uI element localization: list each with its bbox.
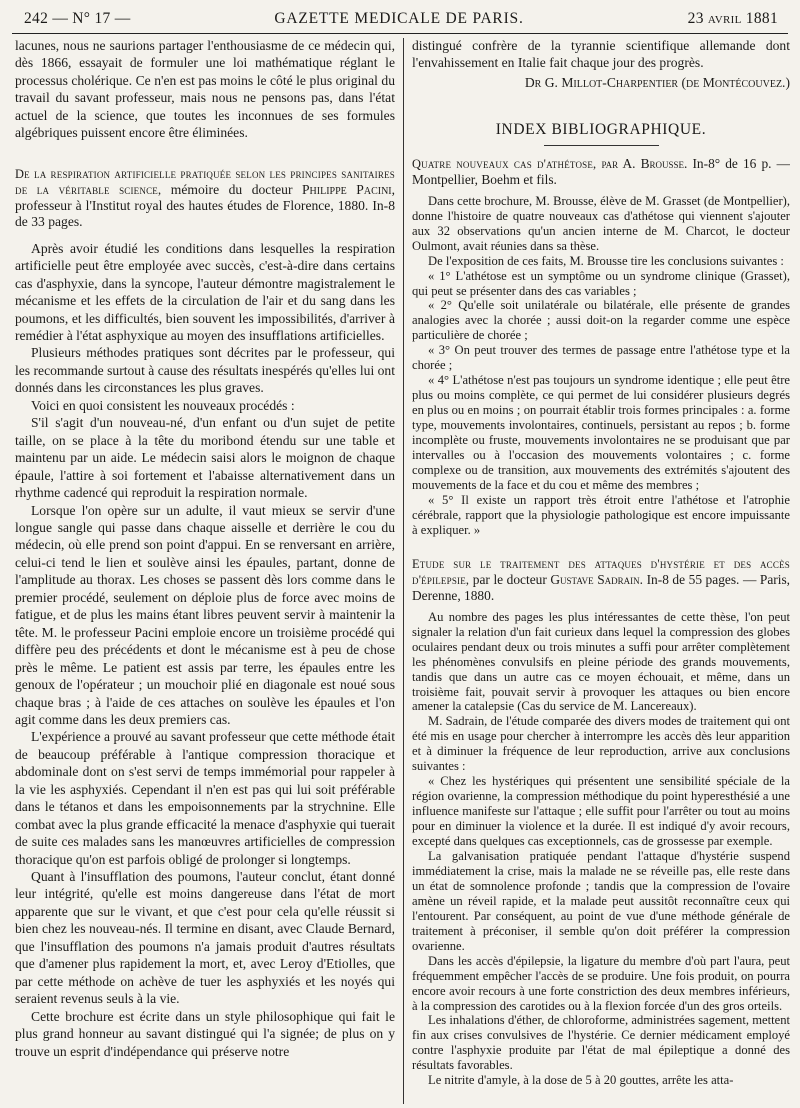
column-divider (403, 38, 404, 1104)
article-author-name: Philippe Pacini, (302, 181, 395, 197)
article-heading (15, 166, 395, 230)
review-paragraph: « 1° L'athétose est un symptôme ou un syndrome clinique (Grasset), qui peut se présenter dans des cas variables ; (412, 268, 790, 298)
continuation-paragraph: distingué confrère de la tyrannie scientifique allemande dont l'envahissement en Italie fait chaque jour des progrès. (412, 38, 790, 71)
review-paragraph: « Chez les hystériques qui présentent une sensibilité spéciale de la région ovarienne, la compression méthodique du point hyperesthésié a une influence manifeste sur l'attaque ; elle suffit pour l'arrêter ou tout au moins pour en diminuer la violence et la durée. Il est indiqué d'y avoir recours, excepté dans quelques cas exceptionnels, cas de grossesse par exemple. (412, 774, 790, 849)
review-paragraph: De l'exposition de ces faits, M. Brousse tire les conclusions suivantes : (428, 253, 784, 268)
article-paragraph: Quant à l'insufflation des poumons, l'auteur conclut, étant donné leur intégrité, qu'elle est moins dangereuse dans l'état de mort apparente que sur le vivant, et que c'est pour cela qu'elle réussit si bien chez les nouveau-nés. Il termine en disant, avec Claude Bernard, que l'insufflation des poumons n'a jamais produit d'autres résultats que d'amener plus rapidement la mort, et, avec Leroy d'Etiolles, que par cette méthode on achève de tuer les asphyxiés et les noyés qui seraient revenus seuls à la vie. (15, 869, 395, 1007)
left-column (15, 37, 395, 1107)
article-paragraph: S'il s'agit d'un nouveau-né, d'un enfant ou d'un sujet de petite taille, on se place à la tête du moribond étendu sur une table et maintenu par un aide. Le médecin saisi alors le moignon de chaque épaule, l'attire à soi fortement et l'abaisse alternativement dans un rhythme cadencé qui reproduit la respiration normale. (15, 415, 395, 501)
review-heading-title: Quatre nouveaux cas d'athétose, (412, 156, 597, 171)
review-paragraph: Dans les accès d'épilepsie, la ligature du membre d'où part l'aura, peut fréquemment empêcher l'accès de se produire. Une fois produit, on pourra encore avoir recours à une forte constriction des deux membres inférieurs, à la compression des carotides ou à la flexion forcée d'un des gros orteils. (412, 953, 790, 1013)
article-heading-author: mémoire du docteur (170, 181, 293, 197)
article-paragraph: Cette brochure est écrite dans un style philosophique qui fait le plus grand honneur au savant distingué qui l'a signée; de plus on y trouve un esprit d'indépendance qui préserve notre (15, 1008, 395, 1059)
signature-text: Dr G. Millot-Charpentier (de Montécouvez.) (524, 74, 790, 90)
review-paragraph: La galvanisation pratiquée pendant l'attaque d'hystérie suspend immédiatement la crise, mais la malade ne se réveille pas, elle reste dans un état de somnolence profonde ; tandis que la compression de l'ovaire amène un réveil rapide, et la malade peut aussitôt reconnaître ceux qui l'entourent. Par conséquent, au point de vue d'une méthode générale de traitement à préconiser, il semble qu'on doit préférer la compression ovarienne. (412, 848, 790, 953)
review-heading-rest: In-8° de 16 p. — Montpellier, Boehm et fils. (412, 155, 790, 187)
journal-title: GAZETTE MEDICALE DE PARIS. (274, 10, 524, 27)
review-paragraph: « 4° L'athétose n'est pas toujours un syndrome identique ; elle peut être plus ou moins complète, ce qui permet de lui considérer plusieurs degrés en plus ou en moins ; on pourrait établir trois formes principales : a. forme type, mouvements involontaires, continuels, persistant au repos ; b. forme incomplète ou fruste, mouvements involontaires ne se produisant que par intervalles ou à l'occasion des mouvements volontaires ; c. forme complexe ou de transition, aux mouvements des extrémités s'ajoutent des mouvements de la face et du cou et même des membres ; (412, 373, 790, 492)
page-header (10, 4, 788, 34)
review-paragraph: « 2° Qu'elle soit unilatérale ou bilatérale, elle présente de grandes analogies avec la chorée ; aussi doit-on la regarder comme une espèce particulière de chorée ; (412, 298, 790, 343)
review-heading (412, 556, 790, 604)
header-rule (12, 33, 788, 34)
page-number: 242 — N° 17 — (24, 10, 131, 27)
review-heading (412, 156, 790, 188)
article-paragraph: Voici en quoi consistent les nouveaux procédés : (31, 397, 295, 413)
article-paragraph: Lorsque l'on opère sur un adulte, il vaut mieux se servir d'une longue sangle qui passe dans chaque aisselle et derrière le cou du médecin, où elle prend son point d'appui. En se renversant en arrière, celui-ci tend le lien et soulève ainsi les épaules, partant, donne de l'amplitude au thorax. Les choses se passent dès lors comme dans le premier procédé, seulement on déploie plus de force avec moins de fatigue, et de plus les mains étant libres peuvent servir à maintenir la tête. M. le professeur Pacini emploie encore un troisième procédé qui diffère peu des précédents et dont le mécanisme est à peu de chose près le même. Le patient est assis par terre, les épaules entre les genoux de l'opérateur ; un mouchoir plié en diagonale est noué sous chaque bras ; à l'aide de ces attaches on soulève les épaules et l'on agit comme dans les deux premiers cas. (15, 502, 395, 727)
review-paragraph: Les inhalations d'éther, de chloroforme, administrées sagement, mettent fin aux crises convulsives de l'hystérie. Ce dernier médicament employé contre l'asphyxie produite par l'état de mal épileptique a donné des résultats favorables. (412, 1013, 790, 1073)
right-column (412, 37, 790, 1107)
index-title-rule (544, 145, 659, 146)
index-body (412, 156, 790, 1088)
review-heading-author-name: Gustave Sadrain. (550, 571, 644, 587)
article-paragraph: Plusieurs méthodes pratiques sont décrites par le professeur, qui les recommande surtout à cause des résultats inespérés qu'elles lui ont donnés dans les circonstances les plus graves. (15, 345, 395, 396)
review-paragraph: « 5° Il existe un rapport très étroit entre l'athétose et l'atrophie cérébrale, rapport que la physiologie pathologique est encore impuissante à expliquer. » (412, 492, 790, 537)
article-paragraph: Après avoir étudié les conditions dans lesquelles la respiration artificielle peut être employée avec succès, c'est-à-dire dans certains cas d'asphyxie, dans la syncope, l'auteur démontre magistralement le mécanisme et les effets de la circulation de l'air et du sang dans les poumons, et les difficultés, bien souvent les impossibilités, d'arriver à remédier à l'état asphyxique au moyen des insufflations artificielles. (15, 240, 395, 343)
review-paragraph: M. Sadrain, de l'étude comparée des divers modes de traitement qui ont été mis en usage pour chercher à interrompre les accès dès leur apparition et à diminuer la fréquence de leur reproduction, arrive aux conclusions suivantes : (412, 714, 790, 774)
review-heading-title: Etude sur le traitement des attaques d'hystérie et des accès d'épilepsie, (412, 556, 790, 587)
review-paragraph: « 3° On peut trouver des termes de passage entre l'athétose type et la chorée ; (412, 343, 790, 373)
review-heading-author: par A. Brousse. (601, 155, 688, 171)
intro-paragraph: lacunes, nous ne saurions partager l'enthousiasme de ce médecin qui, dès 1866, essayait de formuler une loi mathématique réglant le processus cholérique. Ce n'en est pas moins le côté le plus original du travail du savant professeur, mais nous ne pensons pas, dans l'état actuel de la science, que toutes les inconnues de ses formules algébriques puissent encore être éliminées. (15, 38, 395, 141)
article-heading-title: De la respiration artificielle pratiquée selon les principes sanitaires de la véritable science, (15, 166, 395, 197)
issue-date: 23 avril 1881 (687, 10, 778, 27)
review-paragraph: Dans cette brochure, M. Brousse, élève de M. Grasset (de Montpellier), donne l'histoire de quatre nouveaux cas d'athétose qui viennent s'ajouter aux 32 observations qu'un ancien interne de M. Charcot, le docteur Oulmont, avait réunies dans sa thèse. (412, 193, 790, 253)
author-signature (412, 74, 790, 91)
review-paragraph: Au nombre des pages les plus intéressantes de cette thèse, l'on peut signaler la relation d'un fait curieux dans lequel la compression des globes oculaires pendant deux ou trois minutes a suffi pour arrêter complètement les phénomènes convulsifs en pleine période des grands mouvements, tandis que dans un autre cas ce moyen échouait, et même, dans un troisième fait, pouvait servir à provoquer les attaques ou bien encore amener la catalepsie (Cas du service de M. Lancereaux). (412, 609, 790, 714)
review-heading-rest: In-8 de 55 pages. — Paris, Derenne, 1880. (412, 571, 790, 603)
article-paragraph: L'expérience a prouvé au savant professeur que cette méthode était de beaucoup préférable à l'antique compression thoracique et abdominale dont on s'est servi de temps immémorial pour rappeler à la vie les asphyxiés. Cependant il n'en est pas qui lui soit préférable dans le tétanos et dans les empoisonnements par la strychnine. Elle combat avec la plus grande efficacité la menace d'asphyxie qui tuerait de suite ces malades sans les manœuvres artificielles de compression thoracique qu'on est parfois obligé de prolonger si longtemps. (15, 729, 395, 867)
review-paragraph: Le nitrite d'amyle, à la dose de 5 à 20 gouttes, arrête les atta- (428, 1073, 734, 1088)
review-heading-author: par le docteur (472, 571, 547, 587)
index-title: INDEX BIBLIOGRAPHIQUE. (495, 121, 707, 139)
article-heading-rest: professeur à l'Institut royal des hautes études de Florence, 1880. In-8 de 33 pages. (15, 197, 395, 229)
